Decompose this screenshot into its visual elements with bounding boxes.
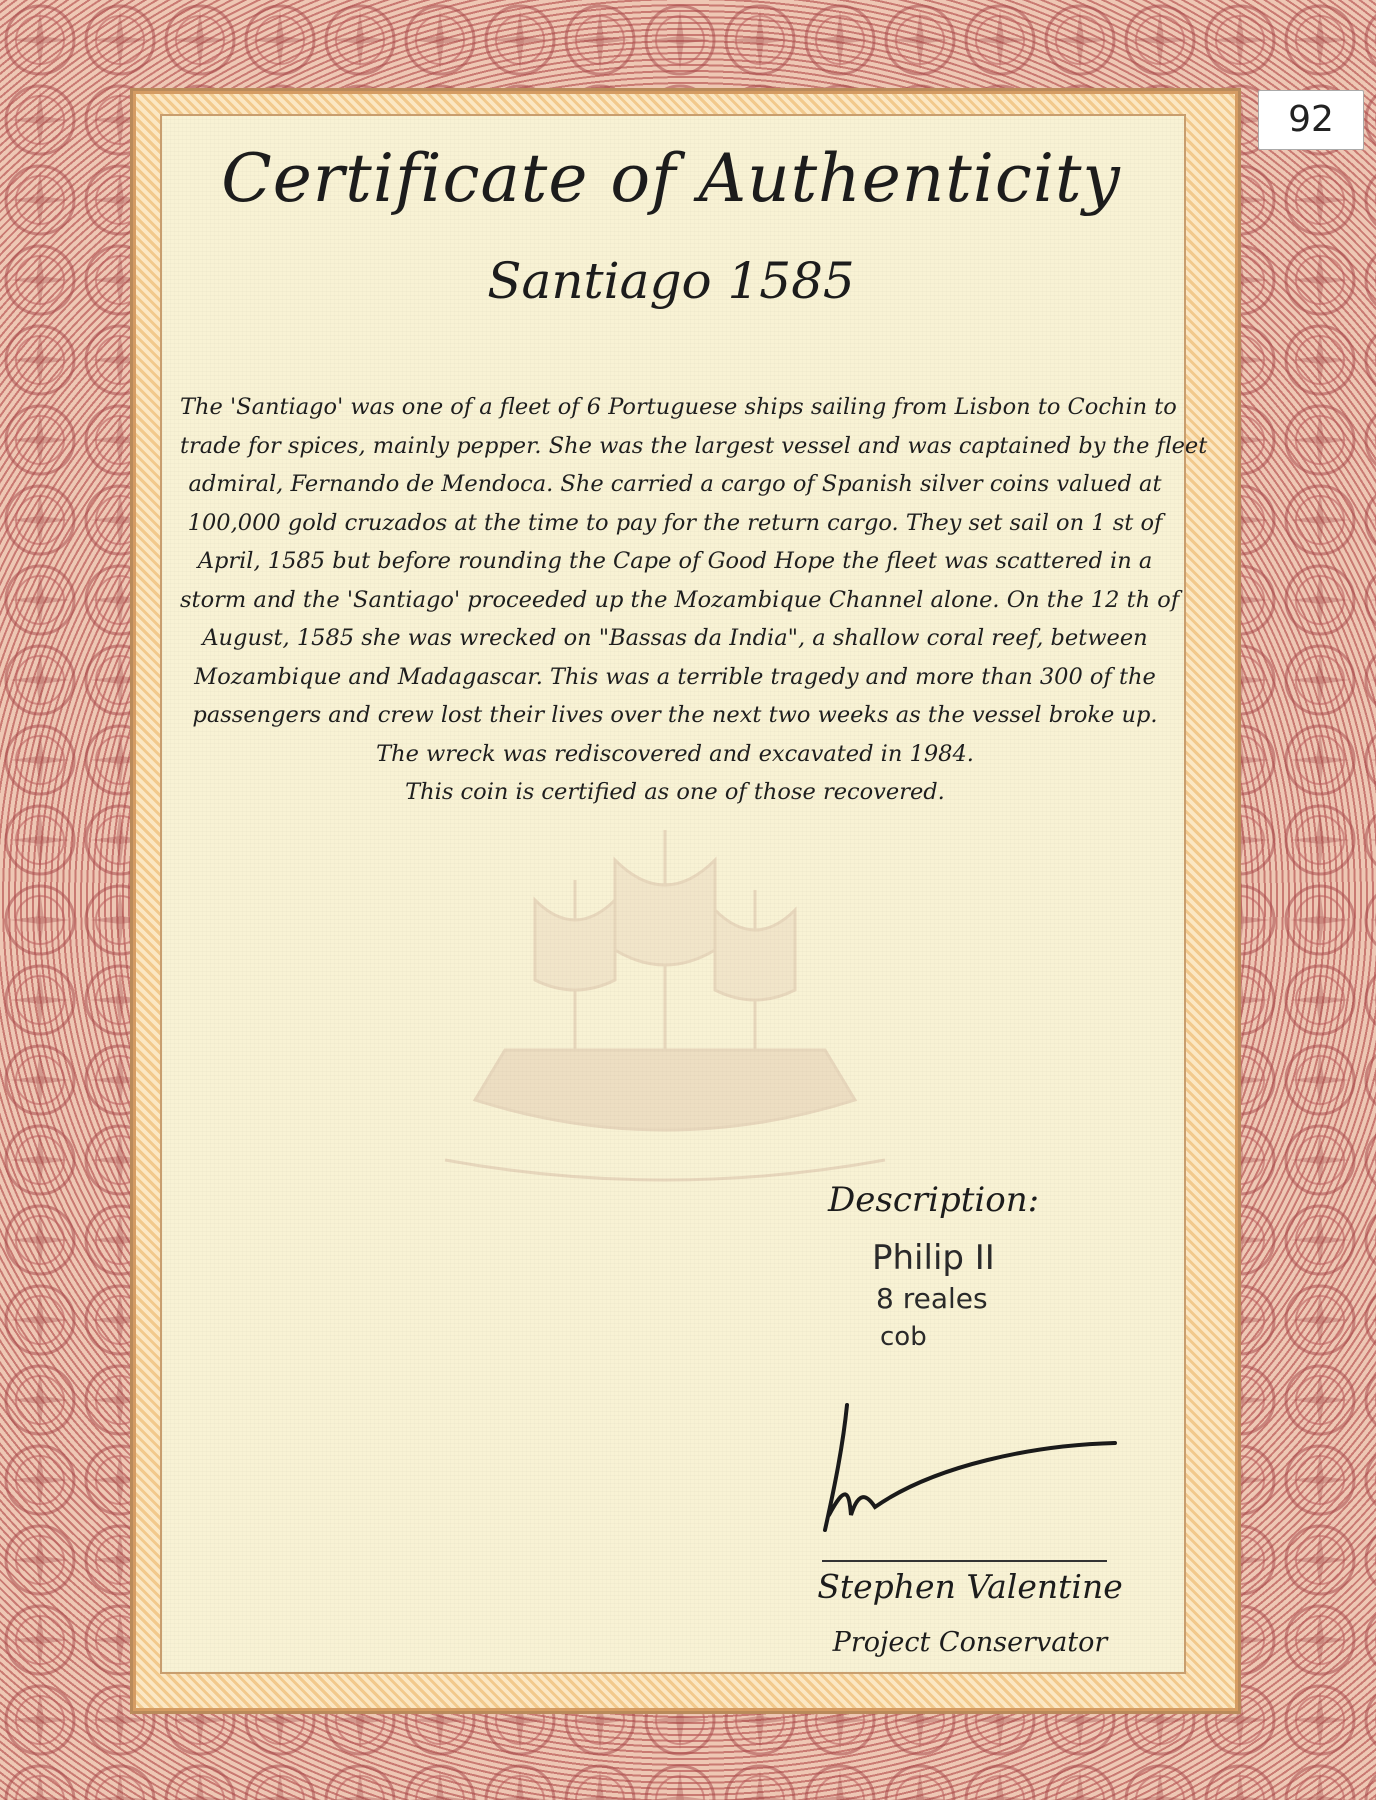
body-line: storm and the 'Santiago' proceeded up the Mozambique Channel alone. On the 12 th of [180,586,1180,613]
body-line: This coin is certified as one of those recovered. [405,779,945,805]
handwritten-type: cob [880,1322,927,1352]
body-line: August, 1585 she was wrecked on "Bassas da India", a shallow coral reef, between [202,625,1148,651]
handwritten-ruler: Philip II [872,1238,995,1278]
ship-watermark [415,800,915,1220]
signature-line [822,1560,1107,1562]
signature-mark [815,1395,1135,1545]
handwritten-denomination: 8 reales [876,1282,988,1315]
body-line: 100,000 gold cruzados at the time to pay for the return cargo. They set sail on 1 st of [187,509,1163,536]
certificate-title: Certificate of Authenticity [221,140,1121,217]
body-line: passengers and crew lost their lives over the next two weeks as the vessel broke up. [192,702,1158,728]
body-line: April, 1585 but before rounding the Cape of Good Hope the fleet was scattered in a [197,548,1153,574]
body-line: The 'Santiago' was one of a fleet of 6 Portuguese ships sailing from Lisbon to Cochin to [180,394,1177,420]
description-label: Description: [828,1180,1040,1220]
body-line: admiral, Fernando de Mendoca. She carried a cargo of Spanish silver coins valued at [188,471,1162,497]
signatory-title: Project Conservator [832,1627,1108,1658]
certificate-subtitle: Santiago 1585 [487,252,855,310]
signatory-name: Stephen Valentine [817,1567,1123,1606]
page-number-tag: 92 [1258,90,1364,150]
history-paragraph [180,388,1208,812]
body-line: trade for spices, mainly pepper. She was the largest vessel and was captained by the fleet [180,432,1208,459]
body-line: Mozambique and Madagascar. This was a terrible tragedy and more than 300 of the [194,663,1156,690]
body-line: The wreck was rediscovered and excavated in 1984. [376,740,974,767]
